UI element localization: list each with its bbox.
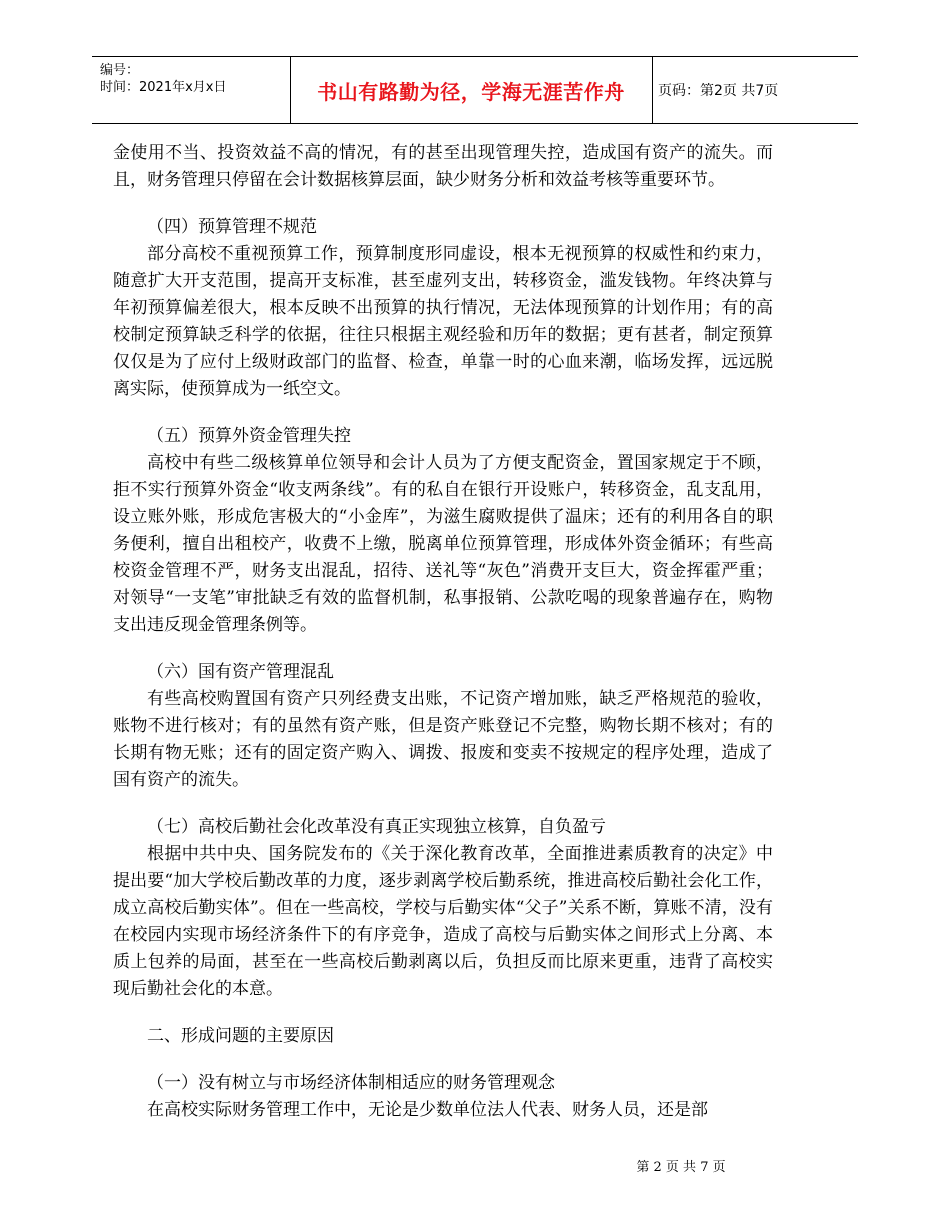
section-heading-5: （五）预算外资金管理失控: [147, 426, 351, 446]
paragraph-financial-concept: 在高校实际财务管理工作中，无论是少数单位法人代表、财务人员，还是部: [147, 1100, 708, 1120]
document-number-label: 编号：: [100, 63, 140, 78]
chapter-heading-2: 二、形成问题的主要原因: [147, 1026, 334, 1046]
document-time-label: 时间：2021年x月x日: [100, 80, 227, 95]
header-motto: 书山有路勤为径，学海无涯苦作舟: [317, 79, 625, 104]
footer-page-number: 第 2 页 共 7 页: [636, 1160, 726, 1175]
header-page-label: 页码：第2页 共7页: [658, 83, 779, 99]
page-header: [92, 56, 858, 124]
page-footer: [0, 1156, 950, 1175]
section-heading-7: （七）高校后勤社会化改革没有真正实现独立核算，自负盈亏: [147, 817, 606, 837]
document-body: [113, 140, 773, 1124]
paragraph-logistics-reform: 根据中共中央、国务院发布的《关于深化教育改革，全面推进素质教育的决定》中提出要“加大学校后勤改革的力度，逐步剥离学校后勤系统，推进高校后勤社会化工作，成立高校后勤实体”。但在一些高校，学校与后勤实体“父子”关系不断，算账不清，没有在校园内实现市场经济条件下的有序竞争，造成了高校与后勤实体之间形式上分离、本质上包养的局面，甚至在一些高校后勤剥离以后，负担反而比原来更重，违背了高校实现后勤社会化的本意。: [113, 844, 773, 999]
header-meta: [100, 62, 290, 96]
paragraph-continued: 金使用不当、投资效益不高的情况，有的甚至出现管理失控，造成国有资产的流失。而且，财务管理只停留在会计数据核算层面，缺少财务分析和效益考核等重要环节。: [113, 143, 773, 190]
paragraph-state-assets: 有些高校购置国有资产只列经费支出账，不记资产增加账，缺乏严格规范的验收，账物不进行核对；有的虽然有资产账，但是资产账登记不完整，购物长期不核对；有的长期有物无账；还有的固定资产购入、调拨、报废和变卖不按规定的程序处理，造成了国有资产的流失。: [113, 689, 773, 790]
paragraph-budget-management: 部分高校不重视预算工作，预算制度形同虚设，根本无视预算的权威性和约束力，随意扩大开支范围，提高开支标准，甚至虚列支出，转移资金，滥发钱物。年终决算与年初预算偏差很大，根本反映不出预算的执行情况，无法体现预算的计划作用；有的高校制定预算缺乏科学的依据，往往只根据主观经验和历年的数据；更有甚者，制定预算仅仅是为了应付上级财政部门的监督、检查，单靠一时的心血来潮，临场发挥，远远脱离实际，使预算成为一纸空文。: [113, 244, 773, 399]
header-divider-right: [652, 57, 653, 123]
section-heading-2-1: （一）没有树立与市场经济体制相适应的财务管理观念: [147, 1073, 555, 1093]
paragraph-extra-budget-funds: 高校中有些二级核算单位领导和会计人员为了方便支配资金，置国家规定于不顾，拒不实行预算外资金“收支两条线”。有的私自在银行开设账户，转移资金，乱支乱用，设立账外账，形成危害极大的“小金库”，为滋生腐败提供了温床；还有的利用各自的职务便利，擅自出租校产，收费不上缴，脱离单位预算管理，形成体外资金循环；有些高校资金管理不严，财务支出混乱，招待、送礼等“灰色”消费开支巨大，资金挥霍严重；对领导“一支笔”审批缺乏有效的监督机制，私事报销、公款吃喝的现象普遍存在，购物支出违反现金管理条例等。: [113, 453, 773, 635]
section-heading-4: （四）预算管理不规范: [147, 217, 317, 237]
section-heading-6: （六）国有资产管理混乱: [147, 662, 334, 682]
